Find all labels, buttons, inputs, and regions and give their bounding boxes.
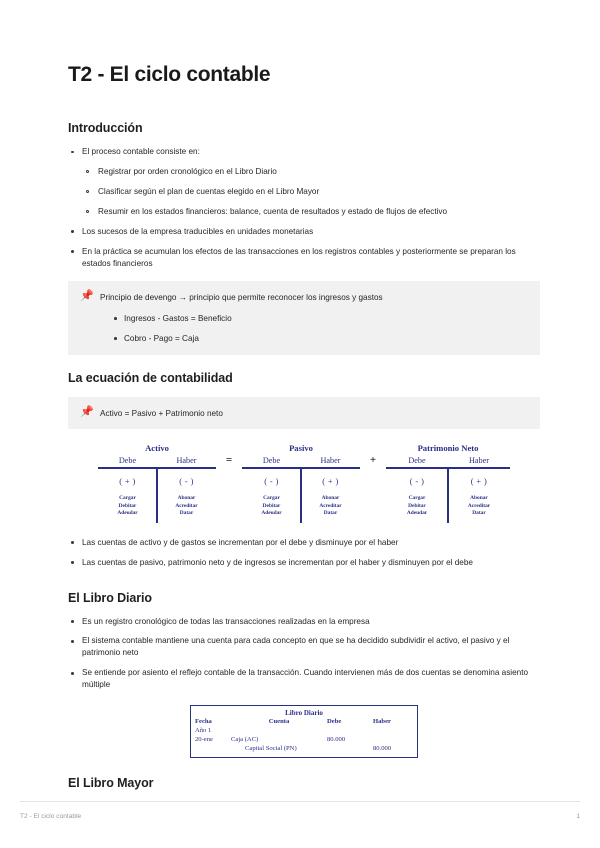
t-account-body — [98, 469, 216, 527]
equation-rules-list — [68, 537, 540, 569]
verb-list — [301, 495, 360, 518]
t-account-title: Pasivo — [289, 443, 313, 454]
verb: Acreditar — [175, 502, 198, 509]
cell-haber — [373, 727, 417, 736]
table-row — [191, 745, 417, 754]
cell-cuenta: Capital Social (PN) — [245, 744, 297, 752]
verb: Debitar — [262, 502, 281, 509]
section-heading-libro-mayor: El Libro Mayor — [68, 775, 154, 790]
operator-plus: + — [369, 454, 377, 467]
sign-label: ( + ) — [119, 476, 136, 486]
list-item: Resumir en los estados financieros: balance, cuenta de resultados y estado de flujos de efectivo — [82, 206, 540, 218]
verb: Adeudar — [117, 510, 138, 517]
t-account-pasivo — [242, 443, 360, 527]
column-label: Haber — [320, 456, 341, 466]
t-account-haber-cell — [301, 477, 360, 527]
pushpin-icon: 📌 — [80, 290, 94, 303]
pushpin-icon: 📌 — [80, 405, 94, 418]
verb: Datar — [179, 510, 194, 517]
callout-bullet-list — [80, 313, 528, 345]
list-item: En la práctica se acumulan los efectos de las transacciones en los registros contables y posteriormente se preparan los estados financieros — [68, 246, 540, 270]
t-account-body — [242, 469, 360, 527]
t-account-headers — [98, 456, 216, 467]
list-item: Ingresos - Gastos = Beneficio — [112, 313, 528, 325]
column-label: Debe — [408, 456, 426, 466]
list-item: Registrar por orden cronológico en el Libro Diario — [82, 166, 540, 178]
t-account-headers — [242, 456, 360, 467]
t-account-haber-header — [448, 456, 510, 467]
t-account-debe-header — [98, 456, 157, 467]
verb: Cargar — [263, 494, 280, 501]
cell-haber: 80.000 — [373, 744, 392, 752]
intro-sub-bullet-list — [82, 166, 540, 218]
callout-principio-devengo — [68, 281, 540, 354]
list-item: Cobro - Pago = Caja — [112, 333, 528, 345]
column-header-fecha: Fecha — [195, 718, 212, 725]
column-label: Haber — [468, 456, 489, 466]
verb: Cargar — [408, 494, 426, 501]
libro-diario-bullet-list — [68, 616, 540, 691]
list-item: Las cuentas de activo y de gastos se incrementan por el debe y disminuye por el haber — [68, 537, 540, 549]
verb: Adeudar — [261, 510, 282, 517]
t-account-title: Activo — [145, 443, 169, 454]
column-header-cuenta: Cuenta — [268, 718, 290, 725]
sign-label: ( - ) — [179, 476, 194, 486]
verb-list — [386, 495, 448, 518]
bullet-text: El proceso contable consiste en: — [82, 147, 200, 157]
cell-debe — [327, 745, 373, 754]
t-account-activo — [98, 443, 216, 527]
column-label: Debe — [118, 456, 137, 466]
section-heading-libro-diario: El Libro Diario — [68, 590, 152, 605]
verb: Acreditar — [319, 502, 342, 509]
page-footer — [20, 813, 580, 820]
t-account-headers — [386, 456, 510, 467]
callout-header — [80, 291, 528, 303]
list-item — [68, 146, 540, 218]
verb: Debitar — [408, 502, 426, 509]
callout-ecuacion — [68, 397, 540, 429]
t-account-title: Patrimonio Neto — [417, 443, 479, 454]
t-account-debe-cell — [386, 477, 448, 527]
list-item: Los sucesos de la empresa traducibles en unidades monetarias — [68, 226, 540, 238]
cell-debe: 80.000 — [327, 735, 346, 743]
verb: Abonar — [321, 494, 340, 501]
verb: Abonar — [470, 494, 488, 501]
cell-cuenta — [231, 727, 327, 736]
sign-label: ( - ) — [264, 476, 279, 486]
t-account-patrimonio-neto — [386, 443, 510, 527]
section-heading-ecuacion-contabilidad: La ecuación de contabilidad — [68, 370, 233, 385]
t-account-debe-header — [242, 456, 301, 467]
journal-table-caption: Libro Diario — [285, 709, 323, 717]
verb: Acreditar — [467, 502, 491, 509]
t-account-debe-cell — [242, 477, 301, 527]
cell-haber — [373, 736, 417, 745]
t-account-haber-header — [301, 456, 360, 467]
callout-text: Principio de devengo → principio que permite reconocer los ingresos y gastos — [100, 293, 383, 303]
verb: Adeudar — [406, 510, 428, 517]
t-account-haber-cell — [157, 477, 216, 527]
cell-cuenta: Caja (AC) — [231, 735, 259, 743]
list-item: Se entiende por asiento el reflejo contable de la transacción. Cuando intervienen más de dos cuentas se denomina asiento múltiple — [68, 667, 540, 691]
column-header-debe: Debe — [327, 718, 342, 725]
list-item: El sistema contable mantiene una cuenta para cada concepto en que se ha decidido subdividir el activo, el pasivo y el patrimonio neto — [68, 635, 540, 659]
footer-page-number: 1 — [576, 813, 580, 820]
verb: Abonar — [177, 494, 196, 501]
verb: Debitar — [118, 502, 137, 509]
list-item: Clasificar según el plan de cuentas elegido en el Libro Mayor — [82, 186, 540, 198]
footer-label: T2 - El ciclo contable — [20, 813, 82, 820]
t-accounts-diagram — [68, 443, 540, 527]
verb: Datar — [472, 510, 486, 517]
t-account-body — [386, 469, 510, 527]
page-title: T2 - El ciclo contable — [68, 63, 271, 86]
verb: Cargar — [119, 494, 136, 501]
t-account-debe-cell — [98, 477, 157, 527]
section-heading-introduccion: Introducción — [68, 121, 143, 136]
verb-list — [448, 495, 510, 518]
cell-fecha: Año 1 — [195, 726, 212, 734]
table-row — [191, 736, 417, 745]
cell-fecha: 20-ene — [195, 735, 213, 743]
list-item: Es un registro cronológico de todas las transacciones realizadas en la empresa — [68, 616, 540, 628]
cell-fecha — [191, 745, 231, 754]
journal-table-figure — [68, 705, 540, 758]
t-account-haber-cell — [448, 477, 510, 527]
verb: Datar — [323, 510, 338, 517]
intro-bullet-list — [68, 146, 540, 269]
column-label: Haber — [176, 456, 197, 466]
verb-list — [98, 495, 157, 518]
callout-header — [80, 407, 528, 419]
sign-label: ( + ) — [322, 476, 339, 486]
sign-label: ( + ) — [470, 476, 488, 486]
verb-list — [157, 495, 216, 518]
t-account-haber-header — [157, 456, 216, 467]
table-row — [191, 727, 417, 736]
list-item: Las cuentas de pasivo, patrimonio neto y de ingresos se incrementan por el haber y disminuyen por el debe — [68, 557, 540, 569]
column-label: Debe — [262, 456, 281, 466]
column-header-haber: Haber — [373, 718, 391, 725]
journal-table — [190, 705, 418, 758]
footer-divider — [20, 801, 580, 802]
cell-debe — [327, 727, 373, 736]
t-account-debe-header — [386, 456, 448, 467]
sign-label: ( - ) — [409, 476, 425, 486]
table-header-row — [191, 718, 417, 727]
callout-text: Activo = Pasivo + Patrimonio neto — [100, 408, 223, 418]
operator-equals: = — [225, 454, 233, 467]
verb-list — [242, 495, 301, 518]
